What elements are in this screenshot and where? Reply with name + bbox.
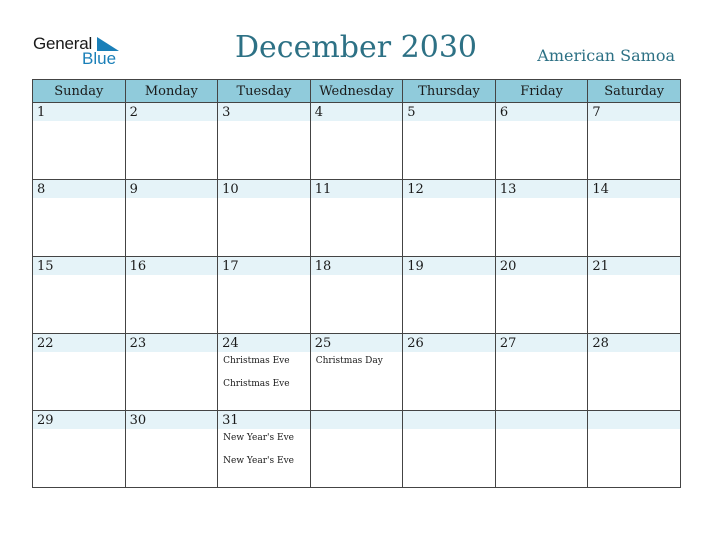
- holiday-label: Christmas Eve: [223, 379, 290, 389]
- week-row: [33, 257, 681, 334]
- day-number: 19: [407, 259, 424, 274]
- calendar-grid: [32, 79, 681, 488]
- weekday-header: Saturday: [588, 80, 681, 103]
- day-number: 23: [129, 336, 147, 351]
- day-number: 17: [222, 259, 239, 274]
- day-cell[interactable]: [588, 334, 681, 411]
- day-number: 18: [314, 259, 332, 274]
- week-row: [33, 411, 681, 488]
- day-number: 20: [499, 259, 517, 274]
- day-cell[interactable]: [588, 411, 681, 488]
- weekday-header-row: [33, 80, 681, 103]
- day-cell[interactable]: [403, 103, 496, 180]
- week-row: [33, 103, 681, 180]
- day-cell[interactable]: [403, 411, 496, 488]
- holiday-label: New Year's Eve: [223, 456, 294, 466]
- day-cell[interactable]: [310, 180, 403, 257]
- day-cell[interactable]: [403, 257, 496, 334]
- weekday-header: Tuesday: [218, 80, 311, 103]
- day-cell[interactable]: [218, 103, 311, 180]
- day-number: 15: [37, 259, 54, 274]
- day-header-band: [311, 103, 403, 121]
- day-number: 10: [222, 182, 239, 197]
- day-cell[interactable]: [33, 257, 126, 334]
- day-cell[interactable]: [125, 103, 218, 180]
- day-cell[interactable]: [588, 103, 681, 180]
- day-cell[interactable]: [125, 180, 218, 257]
- day-cell[interactable]: [495, 180, 588, 257]
- day-number: 31: [222, 413, 239, 428]
- day-cell[interactable]: [310, 411, 403, 488]
- day-number: 1: [37, 105, 46, 120]
- day-number: 13: [499, 182, 517, 197]
- day-number: 9: [129, 182, 138, 197]
- week-row: [33, 334, 681, 411]
- page-title: December 2030: [235, 30, 477, 65]
- day-cell[interactable]: [125, 257, 218, 334]
- day-cell[interactable]: [403, 334, 496, 411]
- day-header-band: [33, 103, 125, 121]
- day-cell[interactable]: [218, 411, 311, 488]
- day-header-band: [588, 103, 680, 121]
- day-cell[interactable]: [218, 334, 311, 411]
- day-cell[interactable]: [125, 334, 218, 411]
- weekday-header: Sunday: [33, 80, 126, 103]
- day-cell[interactable]: [33, 180, 126, 257]
- day-cell[interactable]: [495, 103, 588, 180]
- day-number: 22: [37, 336, 54, 351]
- day-cell[interactable]: [588, 180, 681, 257]
- day-header-band: [33, 180, 125, 198]
- day-cell[interactable]: [588, 257, 681, 334]
- day-number: 29: [37, 413, 54, 428]
- day-number: 26: [407, 336, 424, 351]
- day-number: 2: [129, 105, 138, 120]
- day-number: 6: [499, 105, 509, 120]
- day-number: 12: [407, 182, 424, 197]
- day-number: 28: [592, 336, 609, 351]
- day-number: 21: [592, 259, 609, 274]
- week-row: [33, 180, 681, 257]
- day-cell[interactable]: [125, 411, 218, 488]
- weekday-header: Friday: [495, 80, 588, 103]
- holiday-label: Christmas Day: [315, 356, 383, 366]
- day-number: 30: [129, 413, 147, 428]
- day-cell[interactable]: [33, 411, 126, 488]
- day-cell[interactable]: [218, 180, 311, 257]
- day-number: 8: [37, 182, 46, 197]
- day-header-band: [218, 103, 310, 121]
- day-header-band: [126, 103, 218, 121]
- day-number: 7: [592, 105, 601, 120]
- weekday-header: Monday: [125, 80, 218, 103]
- day-cell[interactable]: [33, 103, 126, 180]
- day-header-band: [496, 411, 588, 429]
- holiday-label: New Year's Eve: [223, 433, 294, 443]
- day-header-band: [403, 411, 495, 429]
- day-header-band: [403, 103, 495, 121]
- day-number: 25: [314, 336, 332, 351]
- day-number: 11: [314, 182, 332, 197]
- day-cell[interactable]: [403, 180, 496, 257]
- day-number: 14: [592, 182, 609, 197]
- day-number: 24: [222, 336, 239, 351]
- day-number: 3: [222, 105, 231, 120]
- logo-general-text: General: [33, 34, 93, 53]
- day-cell[interactable]: [310, 103, 403, 180]
- day-header-band: [126, 180, 218, 198]
- day-cell[interactable]: [495, 257, 588, 334]
- day-number: 4: [314, 105, 323, 120]
- day-cell[interactable]: [310, 257, 403, 334]
- weekday-header: Wednesday: [310, 80, 403, 103]
- day-cell[interactable]: [218, 257, 311, 334]
- day-header-band: [311, 411, 403, 429]
- day-header-band: [496, 103, 588, 121]
- day-cell[interactable]: [495, 411, 588, 488]
- day-cell[interactable]: [310, 334, 403, 411]
- day-cell[interactable]: [495, 334, 588, 411]
- day-number: 16: [129, 259, 147, 274]
- logo-blue-text: Blue: [82, 49, 117, 68]
- day-number: 27: [499, 336, 517, 351]
- day-header-band: [588, 411, 680, 429]
- day-number: 5: [407, 105, 416, 120]
- day-cell[interactable]: [33, 334, 126, 411]
- holiday-label: Christmas Eve: [223, 356, 290, 366]
- region-label: American Samoa: [537, 46, 675, 65]
- weekday-header: Thursday: [403, 80, 496, 103]
